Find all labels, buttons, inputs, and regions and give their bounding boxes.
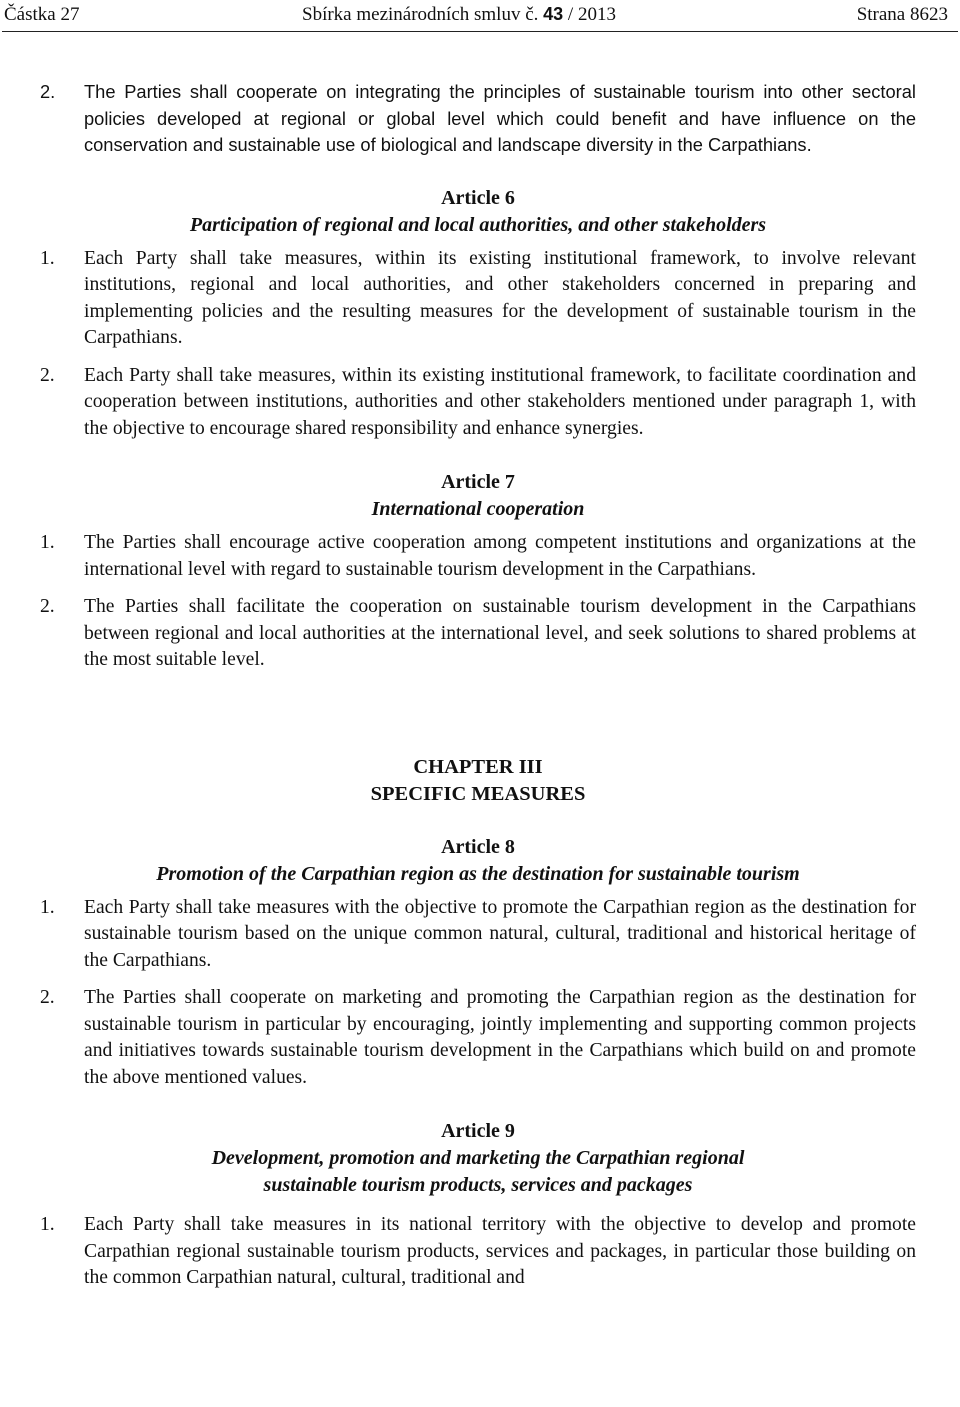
article-9-subtitle-line1: Development, promotion and marketing the Carpathian regional xyxy=(211,1147,745,1169)
paragraph-number: 1. xyxy=(40,247,55,269)
paragraph-art6-1 xyxy=(40,246,916,352)
chapter-title: SPECIFIC MEASURES xyxy=(370,782,586,805)
article-6-subtitle: Participation of regional and local authorities, and other stakeholders xyxy=(189,213,767,236)
article-7-subtitle: International cooperation xyxy=(371,498,585,520)
document-body xyxy=(40,79,916,1292)
article-9-subtitle-line2: sustainable tourism products, services and packages xyxy=(263,1174,693,1196)
paragraph-number: 1. xyxy=(40,1214,55,1235)
paragraph-number: 2. xyxy=(40,987,55,1008)
paragraph-text: The Parties shall cooperate on integrating the principles of sustainable tourism into other sectoral policies developed at regional or global level which could benefit and have influence on the conservation and sustainable use of biological and landscape diversity in the Carpathians. xyxy=(84,81,916,155)
paragraph-text: Each Party shall take measures in its national territory with the objective to develop and promote Carpathian regional sustainable tourism products, services and packages, in particular those building on the common Carpathian natural, cultural, traditional and xyxy=(84,1214,916,1288)
article-8-subtitle: Promotion of the Carpathian region as the destination for sustainable tourism xyxy=(156,862,800,885)
header-collection-name: Sbírka mezinárodních smluv č. xyxy=(302,4,539,25)
paragraph-art7-1 xyxy=(40,530,916,583)
paragraph-text: The Parties shall cooperate on marketing and promoting the Carpathian region as the destination for sustainable tourism in particular by encouraging, jointly implementing and supporting common projects and initiatives towards sustainable tourism development in the Carpathians which build on and promote the above mentioned values. xyxy=(84,987,916,1088)
page-header xyxy=(4,2,956,28)
paragraph-art6-2 xyxy=(40,363,916,443)
header-collection-number: 43 xyxy=(543,4,564,24)
paragraph-text: Each Party shall take measures, within its existing institutional framework, to facilitate coordination and cooperation between institutions, authorities and other stakeholders mentioned under paragraph 1, with the objective to encourage shared responsibility and enhance synergies. xyxy=(84,364,916,439)
paragraph-number: 2. xyxy=(40,596,55,617)
paragraph-art7-2 xyxy=(40,594,916,674)
header-issue: Částka 27 xyxy=(4,4,80,25)
paragraph-number: 1. xyxy=(40,896,55,918)
paragraph-number: 2. xyxy=(40,81,56,102)
paragraph-art8-2 xyxy=(40,985,916,1091)
header-divider xyxy=(2,31,958,32)
header-collection xyxy=(302,4,616,26)
paragraph-text: Each Party shall take measures with the objective to promote the Carpathian region as the destination for sustainable tourism based on the unique common natural, cultural, traditional and historical heritage of the Carpathians. xyxy=(84,896,916,971)
paragraph-number: 1. xyxy=(40,532,55,553)
paragraph-number: 2. xyxy=(40,364,55,386)
paragraph-art9-1 xyxy=(40,1212,916,1292)
article-6-title: Article 6 xyxy=(441,186,515,209)
article-9-title: Article 9 xyxy=(441,1120,515,1142)
paragraph-text: The Parties shall facilitate the cooperation on sustainable tourism development in the Carpathians between regional and local authorities at the international level, and seek solutions to shared problems at the most suitable level. xyxy=(84,596,916,670)
article-7-title: Article 7 xyxy=(441,471,515,493)
paragraph-art8-1 xyxy=(40,895,916,975)
article-8-title: Article 8 xyxy=(441,835,515,858)
header-page-number: Strana 8623 xyxy=(856,4,948,25)
chapter-heading: CHAPTER III xyxy=(413,755,543,778)
paragraph-text: Each Party shall take measures, within its existing institutional framework, to involve relevant institutions, regional and local authorities, and other stakeholders concerned in preparing and implementing policies and the resulting measures for the development of sustainable tourism in the Carpathians. xyxy=(84,247,916,348)
paragraph-text: The Parties shall encourage active cooperation among competent institutions and organizations at the international level with regard to sustainable tourism development in the Carpathians. xyxy=(84,532,916,580)
paragraph-art5-2 xyxy=(40,79,916,159)
header-collection-year: / 2013 xyxy=(567,4,616,25)
